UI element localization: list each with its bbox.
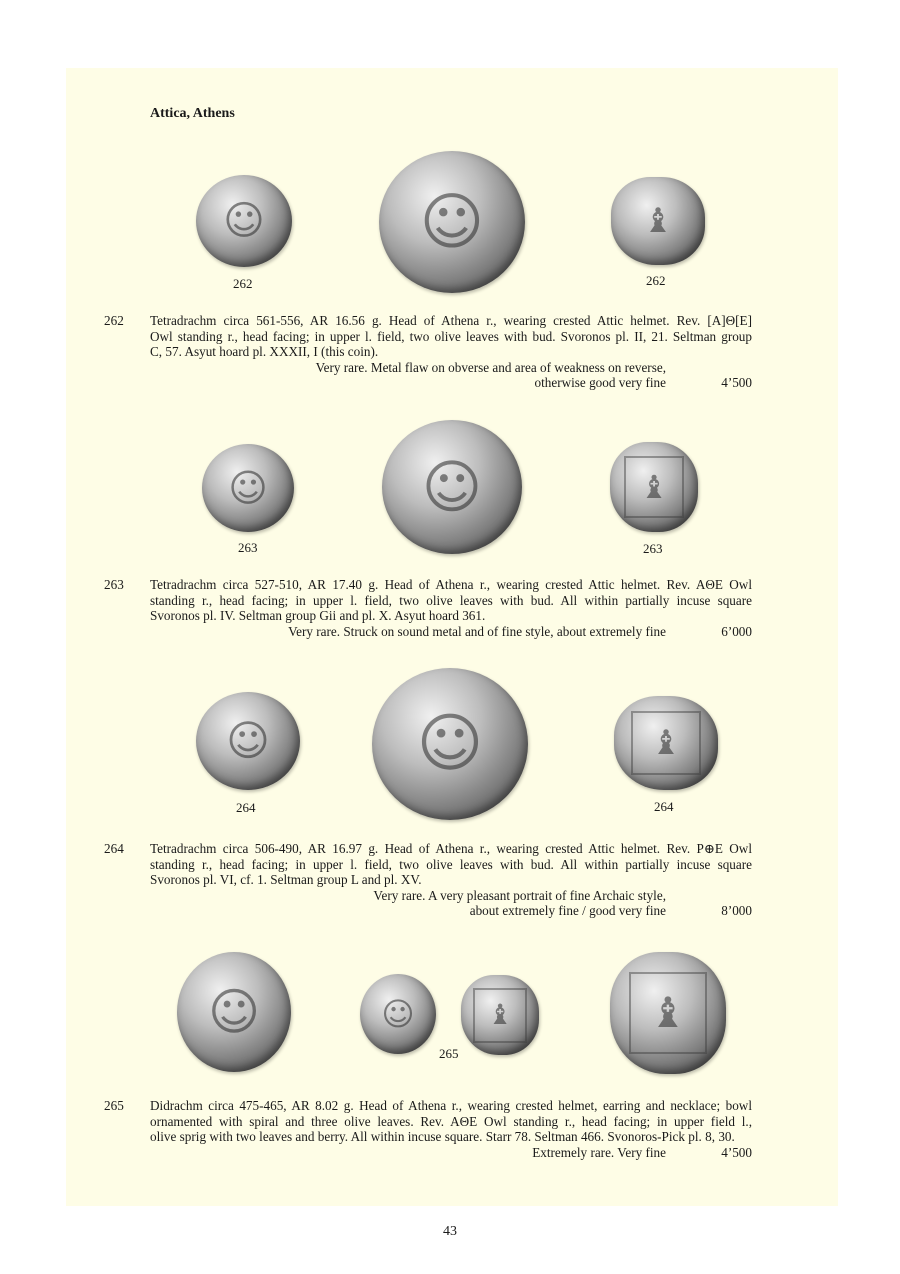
lot-description bbox=[150, 1098, 752, 1145]
coin-image-265-obverse-small bbox=[360, 974, 436, 1054]
estimate-price: 4’500 bbox=[721, 1145, 752, 1160]
image-label: 262 bbox=[646, 273, 666, 288]
image-label: 262 bbox=[233, 276, 253, 291]
coin-image-264-obverse-large bbox=[372, 668, 528, 820]
coin-image-263-reverse bbox=[610, 442, 698, 532]
owl-icon: ♝ bbox=[649, 988, 687, 1037]
lot-description bbox=[150, 577, 752, 624]
image-label: 264 bbox=[654, 799, 674, 814]
description-line: olive sprig with two leaves and berry. All within incuse square. Starr 78. Seltman 466. Svonoros-Pick pl. 8, 30. bbox=[150, 1129, 735, 1145]
owl-icon: ♝ bbox=[642, 201, 674, 241]
athena-head-icon: ☺ bbox=[421, 453, 483, 521]
coin-image-265-reverse-large bbox=[610, 952, 726, 1074]
lot-description bbox=[150, 841, 752, 888]
description-line: Tetradrachm circa 506-490, AR 16.97 g. Head of Athena r., wearing crested Attic helmet. Rev. P⊕E Owl bbox=[150, 841, 752, 856]
coin-image-263-obverse-small bbox=[202, 444, 294, 532]
estimate-price: 6’000 bbox=[721, 624, 752, 639]
condition-line: Extremely rare. Very fine bbox=[532, 1145, 666, 1160]
condition-line: Very rare. Struck on sound metal and of fine style, about extremely fine bbox=[288, 624, 666, 639]
lot-number: 262 bbox=[104, 313, 124, 328]
athena-head-icon: ☺ bbox=[416, 707, 484, 781]
coin-image-264-obverse-small bbox=[196, 692, 300, 790]
athena-head-icon: ☺ bbox=[207, 983, 261, 1041]
description-line: Tetradrachm circa 561-556, AR 16.56 g. Head of Athena r., wearing crested Attic helmet. Rev. [A]Θ[E] bbox=[150, 313, 752, 328]
description-line: ornamented with spiral and three olive leaves. Rev. AΘE Owl standing r., head facing; in upper field l., bbox=[150, 1113, 752, 1129]
owl-icon: ♝ bbox=[650, 723, 682, 763]
description-line: Owl standing r., head facing; in upper l. field, two olive leaves with bud. Svoronos pl. II, 21. Seltman group bbox=[150, 328, 752, 344]
image-label: 265 bbox=[439, 1046, 459, 1061]
estimate-price: 4’500 bbox=[721, 375, 752, 390]
athena-head-icon: ☺ bbox=[419, 185, 485, 258]
coin-image-264-reverse bbox=[614, 696, 718, 790]
description-line: Tetradrachm circa 527-510, AR 17.40 g. Head of Athena r., wearing crested Attic helmet. Rev. AΘE Owl bbox=[150, 577, 752, 592]
athena-head-icon: ☺ bbox=[226, 716, 270, 765]
lot-number: 264 bbox=[104, 841, 124, 856]
lot-description bbox=[150, 313, 752, 360]
description-line: C, 57. Asyut hoard pl. XXXII, I (this coin). bbox=[150, 344, 379, 360]
coin-image-262-obverse-small bbox=[196, 175, 292, 267]
section-title: Attica, Athens bbox=[150, 106, 235, 121]
description-line: Svoronos pl. VI, cf. 1. Seltman group L and pl. XV. bbox=[150, 872, 422, 888]
owl-icon: ♝ bbox=[639, 468, 669, 506]
lot-number: 265 bbox=[104, 1098, 124, 1113]
owl-icon: ♝ bbox=[487, 998, 513, 1031]
image-label: 264 bbox=[236, 800, 256, 815]
description-line: Svoronos pl. IV. Seltman group Gii and pl. X. Asyut hoard 361. bbox=[150, 608, 486, 624]
condition-line: Very rare. A very pleasant portrait of fine Archaic style, bbox=[373, 888, 666, 903]
description-line: standing r., head facing; in upper l. field, two olive leaves with bud. All within partially incuse square bbox=[150, 856, 752, 872]
athena-head-icon: ☺ bbox=[223, 198, 265, 244]
condition-line: otherwise good very fine bbox=[534, 375, 666, 390]
coin-image-265-obverse-large bbox=[177, 952, 291, 1072]
image-label: 263 bbox=[238, 540, 258, 555]
athena-head-icon: ☺ bbox=[228, 466, 268, 510]
athena-head-icon: ☺ bbox=[381, 995, 415, 1033]
description-line: standing r., head facing; in upper l. field, two olive leaves with bud. All within partially incuse square bbox=[150, 592, 752, 608]
image-label: 263 bbox=[643, 541, 663, 556]
coin-image-262-reverse bbox=[611, 177, 705, 265]
coin-image-263-obverse-large bbox=[382, 420, 522, 554]
page-number: 43 bbox=[443, 1224, 457, 1239]
condition-line: about extremely fine / good very fine bbox=[469, 903, 666, 918]
coin-image-265-reverse-small bbox=[461, 975, 539, 1055]
description-line: Didrachm circa 475-465, AR 8.02 g. Head of Athena r., wearing crested helmet, earring and necklace; bowl bbox=[150, 1098, 752, 1113]
estimate-price: 8’000 bbox=[721, 903, 752, 918]
condition-line: Very rare. Metal flaw on obverse and area of weakness on reverse, bbox=[315, 360, 666, 375]
lot-number: 263 bbox=[104, 577, 124, 592]
coin-image-262-obverse-large bbox=[379, 151, 525, 293]
